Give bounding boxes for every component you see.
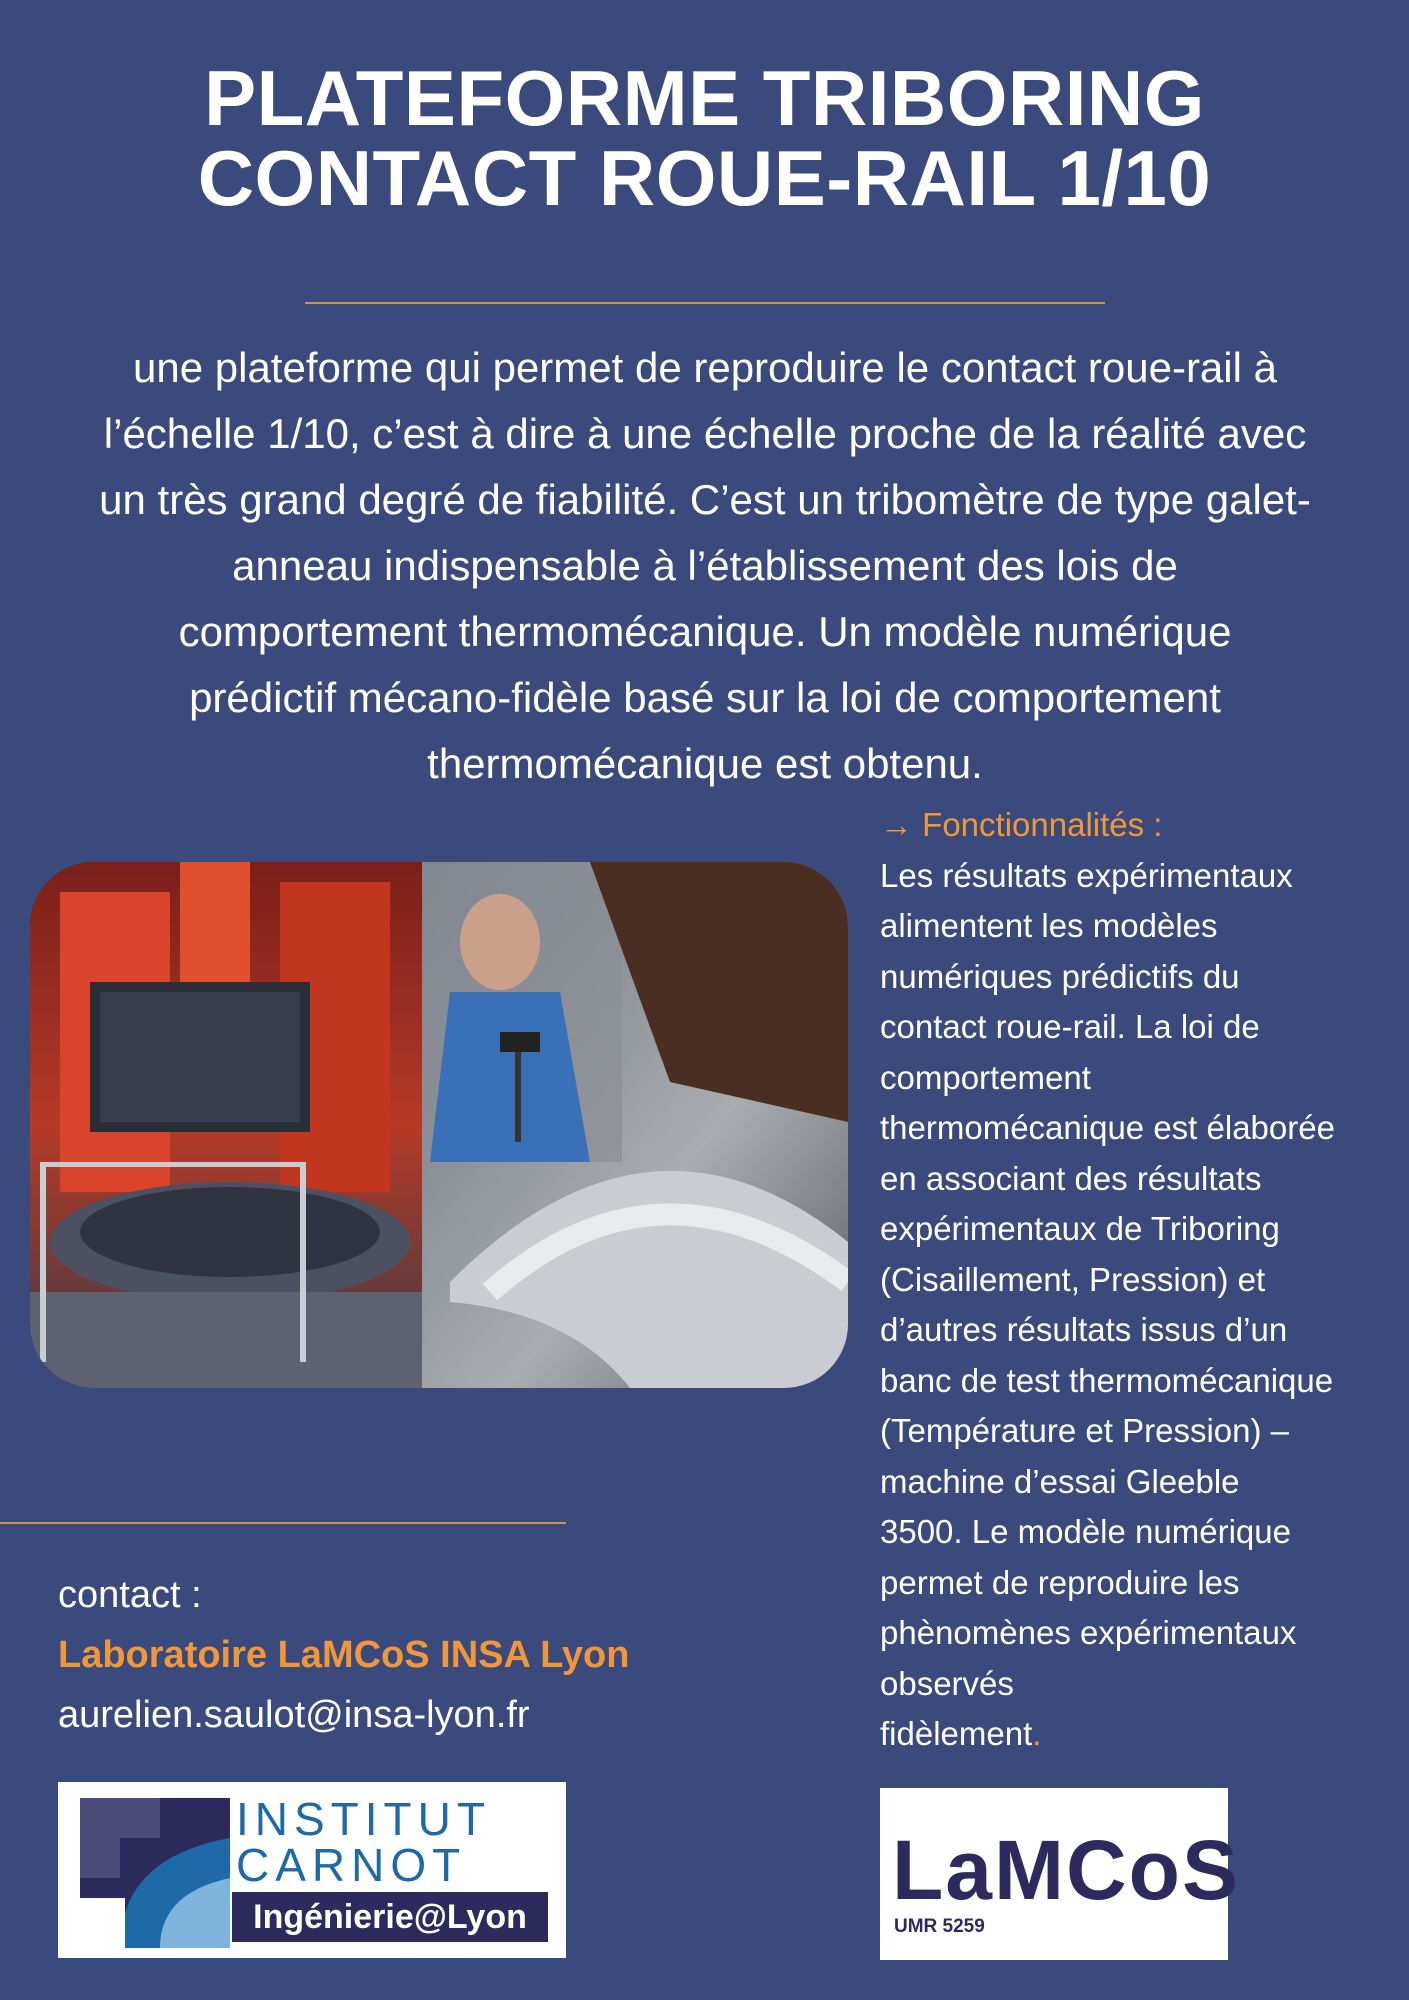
intro-line: thermomécanique est obtenu.	[427, 740, 983, 787]
features-line: contact roue-rail. La loi de	[880, 1008, 1260, 1045]
features-last-text: fidèlement	[880, 1715, 1033, 1752]
triboring-photo	[30, 862, 848, 1388]
intro-line: un très grand degré de fiabilité. C’est un tribomètre de type galet-	[99, 476, 1311, 523]
features-line: machine d’essai Gleeble	[880, 1462, 1240, 1500]
intro-line: prédictif mécano-fidèle basé sur la loi de comportement	[189, 674, 1221, 721]
features-line: en associant des résultats	[880, 1159, 1262, 1197]
contact-lab: Laboratoire LaMCoS INSA Lyon	[58, 1634, 630, 1676]
features-line: (Température et Pression) –	[880, 1412, 1290, 1449]
contact-email[interactable]: aurelien.saulot@insa-lyon.fr	[58, 1694, 530, 1736]
contact-label: contact :	[58, 1574, 202, 1616]
features-line: observés	[880, 1664, 1014, 1702]
intro-line: comportement thermomécanique. Un modèle numérique	[178, 608, 1232, 655]
carnot-name	[236, 1793, 491, 1891]
title-line-2: CONTACT ROUE-RAIL 1/10	[197, 134, 1212, 222]
features-line: Les résultats expérimentaux	[880, 856, 1293, 894]
features-last-line	[880, 1709, 1400, 1760]
page-title	[0, 54, 1409, 222]
features-section	[880, 800, 1400, 1760]
intro-line: l’échelle 1/10, c’est à dire à une échelle proche de la réalité avec	[103, 410, 1307, 457]
features-line: d’autres résultats issus d’un	[880, 1311, 1288, 1348]
intro-paragraph	[30, 335, 1380, 797]
features-line: thermomécanique est élaborée	[880, 1109, 1335, 1146]
features-line: expérimentaux de Triboring	[880, 1210, 1280, 1247]
carnot-emblem-icon	[80, 1798, 230, 1948]
features-line: alimentent les modèles	[880, 907, 1218, 944]
features-line: 3500. Le modèle numérique	[880, 1513, 1291, 1550]
intro-line: une plateforme qui permet de reproduire le contact roue-rail à	[133, 344, 1277, 391]
features-last-punct: .	[1032, 1715, 1042, 1752]
intro-line: anneau indispensable à l’établissement des lois de	[232, 542, 1178, 589]
carnot-line-1: INSTITUT	[236, 1793, 491, 1845]
features-line: permet de reproduire les	[880, 1563, 1240, 1601]
carnot-logo	[58, 1782, 566, 1958]
carnot-tagline: Ingénierie@Lyon	[232, 1892, 548, 1942]
top-divider	[305, 302, 1105, 304]
title-line-1: PLATEFORME TRIBORING	[204, 54, 1205, 142]
lamcos-umr: UMR 5259	[894, 1916, 985, 1937]
lamcos-wordmark: LaMCoS	[892, 1823, 1240, 1917]
features-line: numériques prédictifs du	[880, 957, 1240, 995]
features-line: (Cisaillement, Pression) et	[880, 1260, 1266, 1298]
features-line: banc de test thermomécanique	[880, 1361, 1334, 1399]
contact-block	[58, 1565, 629, 1745]
carnot-line-2: CARNOT	[236, 1839, 467, 1891]
features-line: comportement	[880, 1058, 1091, 1096]
bottom-divider	[0, 1522, 566, 1524]
features-line: phènomènes expérimentaux	[880, 1614, 1297, 1651]
features-heading: → Fonctionnalités :	[880, 806, 1163, 843]
features-text	[880, 851, 1400, 1760]
lamcos-logo	[880, 1788, 1240, 1960]
